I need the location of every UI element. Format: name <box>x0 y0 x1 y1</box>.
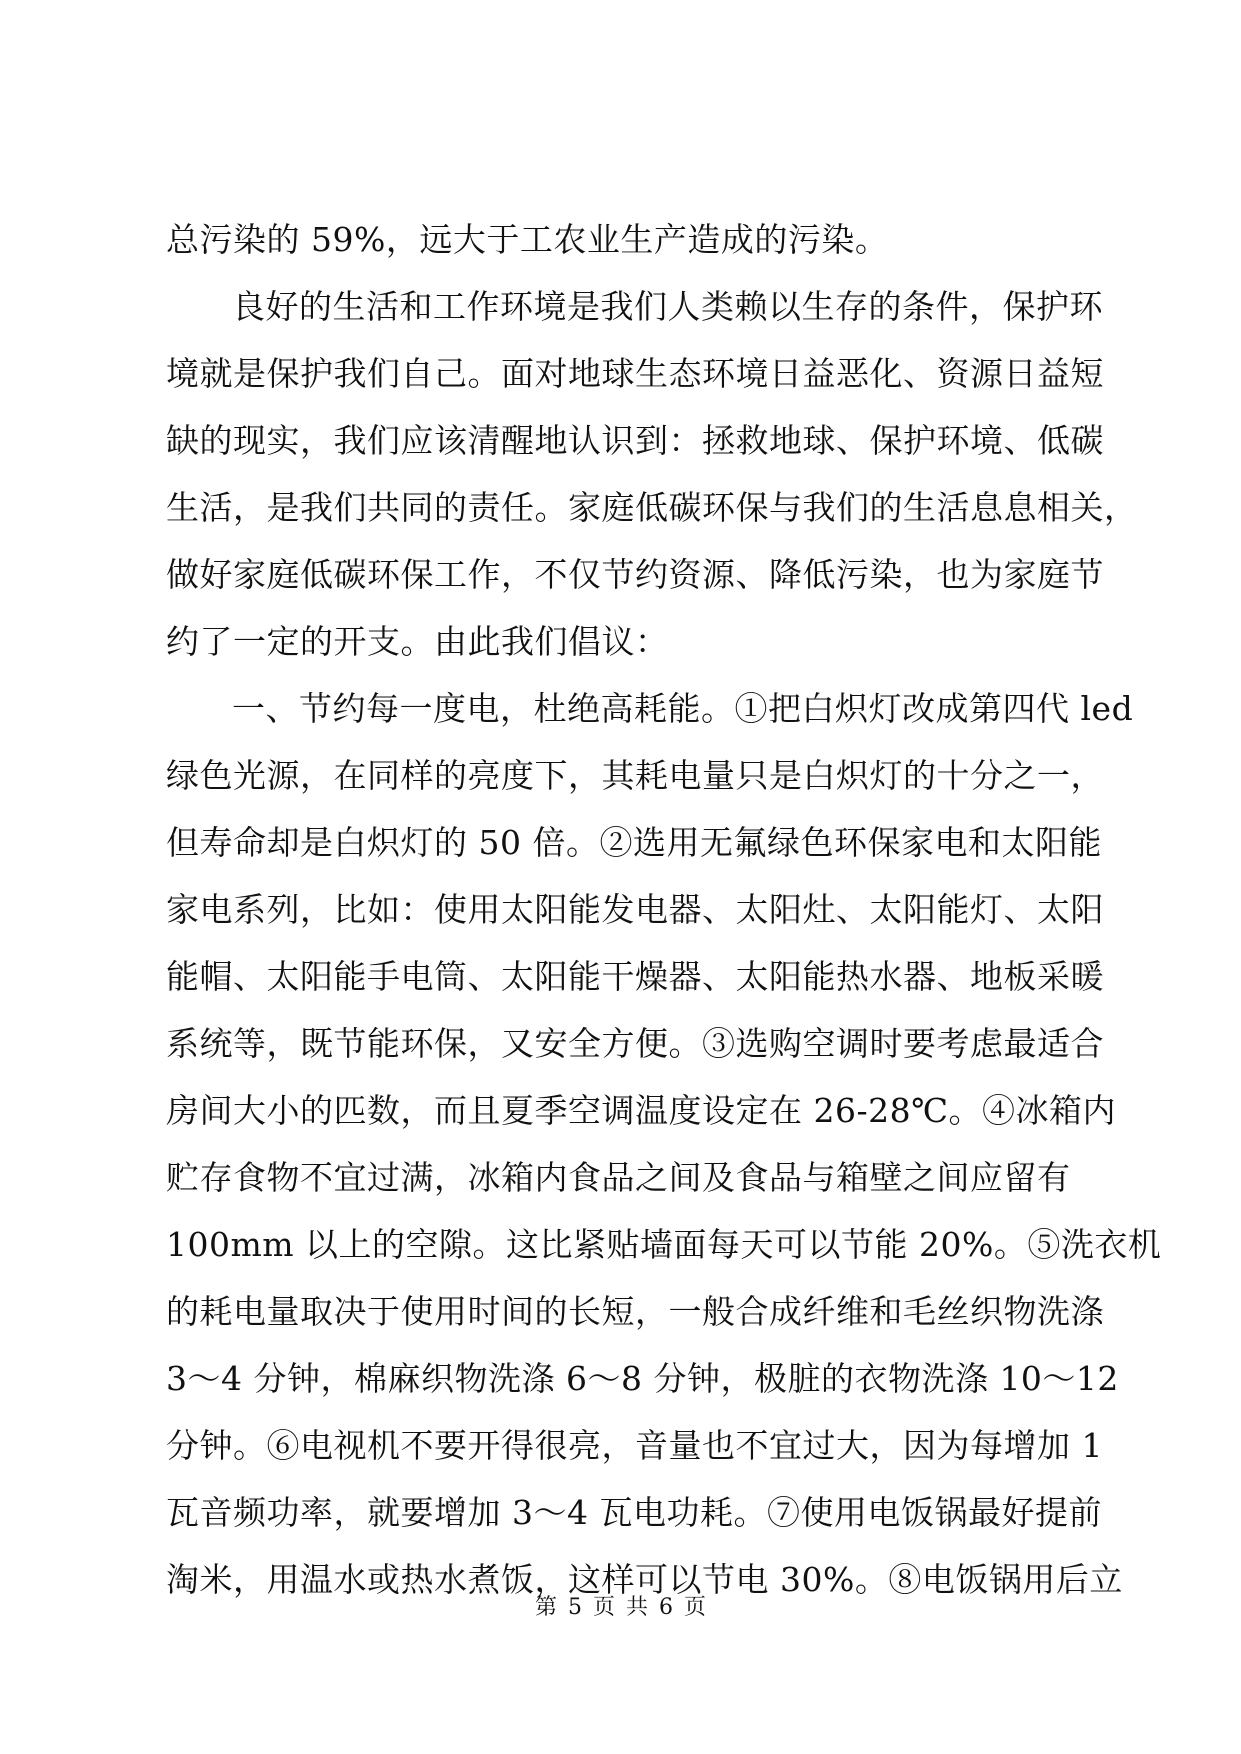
text-line: 生活，是我们共同的责任。家庭低碳环保与我们的生活息息相关， <box>166 488 1138 527</box>
paragraph-start-line: 良好的生活和工作环境是我们人类赖以生存的条件，保护环 <box>232 287 1103 326</box>
text-line: 约了一定的开支。由此我们倡议： <box>166 622 669 661</box>
text-line: 总污染的 59%，远大于工农业生产造成的污染。 <box>166 220 889 259</box>
text-line: 3～4 分钟，棉麻织物洗涤 6～8 分钟，极脏的衣物洗涤 10～12 <box>166 1359 1119 1398</box>
text-line: 家电系列，比如：使用太阳能发电器、太阳灶、太阳能灯、太阳 <box>166 890 1104 929</box>
body-text <box>166 206 1162 1613</box>
text-line: 淘米，用温水或热水煮饭，这样可以节电 30%。⑧电饭锅用后立 <box>166 1560 1123 1599</box>
text-line: 绿色光源，在同样的亮度下，其耗电量只是白炽灯的十分之一， <box>166 756 1104 795</box>
text-line: 瓦音频功率，就要增加 3～4 瓦电功耗。⑦使用电饭锅最好提前 <box>166 1493 1102 1532</box>
text-line: 但寿命却是白炽灯的 50 倍。②选用无氟绿色环保家电和太阳能 <box>166 823 1102 862</box>
text-line: 房间大小的匹数，而且夏季空调温度设定在 26-28℃。④冰箱内 <box>166 1091 1117 1130</box>
text-line: 贮存食物不宜过满，冰箱内食品之间及食品与箱壁之间应留有 <box>166 1158 1071 1197</box>
text-line: 100mm 以上的空隙。这比紧贴墙面每天可以节能 20%。⑤洗衣机 <box>166 1225 1162 1264</box>
paragraph-start-line: 一、节约每一度电，杜绝高耗能。①把白炽灯改成第四代 led <box>232 689 1134 728</box>
page-number-footer: 第 5 页 共 6 页 <box>535 1595 706 1620</box>
text-line: 缺的现实，我们应该清醒地认识到：拯救地球、保护环境、低碳 <box>166 421 1104 460</box>
text-line: 分钟。⑥电视机不要开得很亮，音量也不宜过大，因为每增加 1 <box>166 1426 1103 1465</box>
text-line: 境就是保护我们自己。面对地球生态环境日益恶化、资源日益短 <box>166 354 1104 393</box>
text-line: 系统等，既节能环保，又安全方便。③选购空调时要考虑最适合 <box>166 1024 1104 1063</box>
text-line: 能帽、太阳能手电筒、太阳能干燥器、太阳能热水器、地板采暖 <box>166 957 1104 996</box>
text-line: 做好家庭低碳环保工作，不仅节约资源、降低污染，也为家庭节 <box>166 555 1104 594</box>
text-line: 的耗电量取决于使用时间的长短，一般合成纤维和毛丝织物洗涤 <box>166 1292 1104 1331</box>
